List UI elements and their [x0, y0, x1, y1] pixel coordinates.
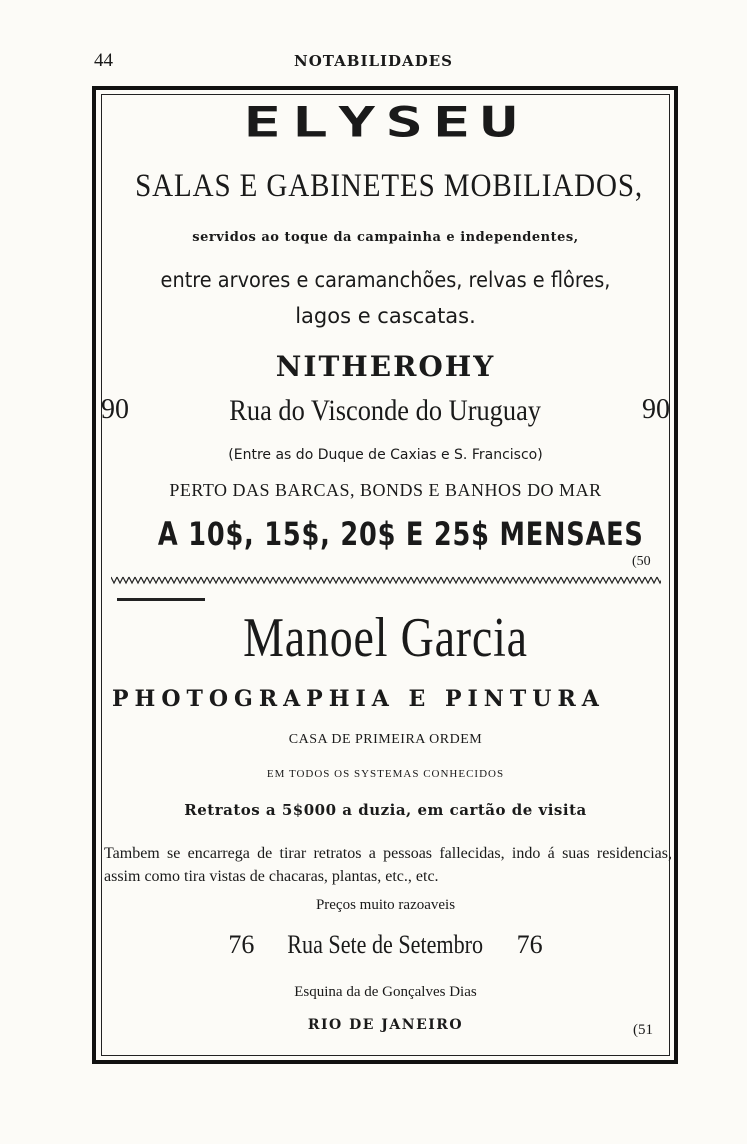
elyseu-address-number-right: 90 [642, 394, 670, 425]
elyseu-location: NITHEROHY [275, 350, 496, 383]
wavy-divider [111, 574, 661, 586]
garcia-prices-note: Preços muito razoaveis [315, 897, 456, 913]
garcia-address-street: Rua Sete de Setembro [287, 930, 484, 959]
elyseu-service-line: servidos ao toque da campainha e independentes, [192, 230, 579, 245]
garcia-business: PHOTOGRAPHIA E PINTURA [112, 686, 605, 712]
garcia-portrait-price: Retratos a 5$000 a duzia, em cartão de visita [184, 801, 587, 819]
elyseu-address-street: Rua do Visconde do Uruguay [229, 394, 542, 427]
garcia-quality: CASA DE PRIMEIRA ORDEM [288, 732, 483, 747]
garcia-address-number-right: 76 [516, 930, 543, 959]
elyseu-description-line1: entre arvores e caramanchões, relvas e flôres, [160, 268, 611, 292]
garcia-corner: Esquina da de Gonçalves Dias [294, 984, 477, 1000]
elyseu-address [101, 394, 670, 434]
garcia-reference: (51 [633, 1022, 653, 1038]
garcia-address [101, 930, 670, 960]
garcia-address-number-left: 76 [228, 930, 255, 959]
garcia-systems: EM TODOS OS SYSTEMAS CONHECIDOS [266, 768, 505, 780]
elyseu-cross-streets: (Entre as do Duque de Caxias e S. Francisco) [228, 447, 543, 463]
elyseu-reference: (50 [632, 554, 651, 569]
short-rule-divider [117, 598, 205, 601]
elyseu-address-number-left: 90 [101, 394, 129, 425]
garcia-name: Manoel Garcia [243, 607, 528, 669]
garcia-services: Tambem se encarrega de tirar retratos a pessoas fallecidas, indo á suas residencias, assim como tira vistas de chacaras, plantas, etc., etc. [104, 845, 672, 885]
elyseu-nearby: PERTO DAS BARCAS, BONDS E BANHOS DO MAR [169, 480, 602, 500]
elyseu-description-line2: lagos e cascatas. [295, 304, 476, 328]
elyseu-subtitle: SALAS E GABINETES MOBILIADOS, [135, 168, 644, 204]
running-title: NOTABILIDADES [294, 52, 453, 70]
garcia-city: RIO DE JANEIRO [307, 1017, 464, 1033]
page-header [0, 50, 747, 74]
page-number: 44 [94, 50, 113, 71]
elyseu-prices: A 10$, 15$, 20$ E 25$ MENSAES [157, 515, 644, 553]
elyseu-title: ELYSEU [243, 97, 528, 147]
